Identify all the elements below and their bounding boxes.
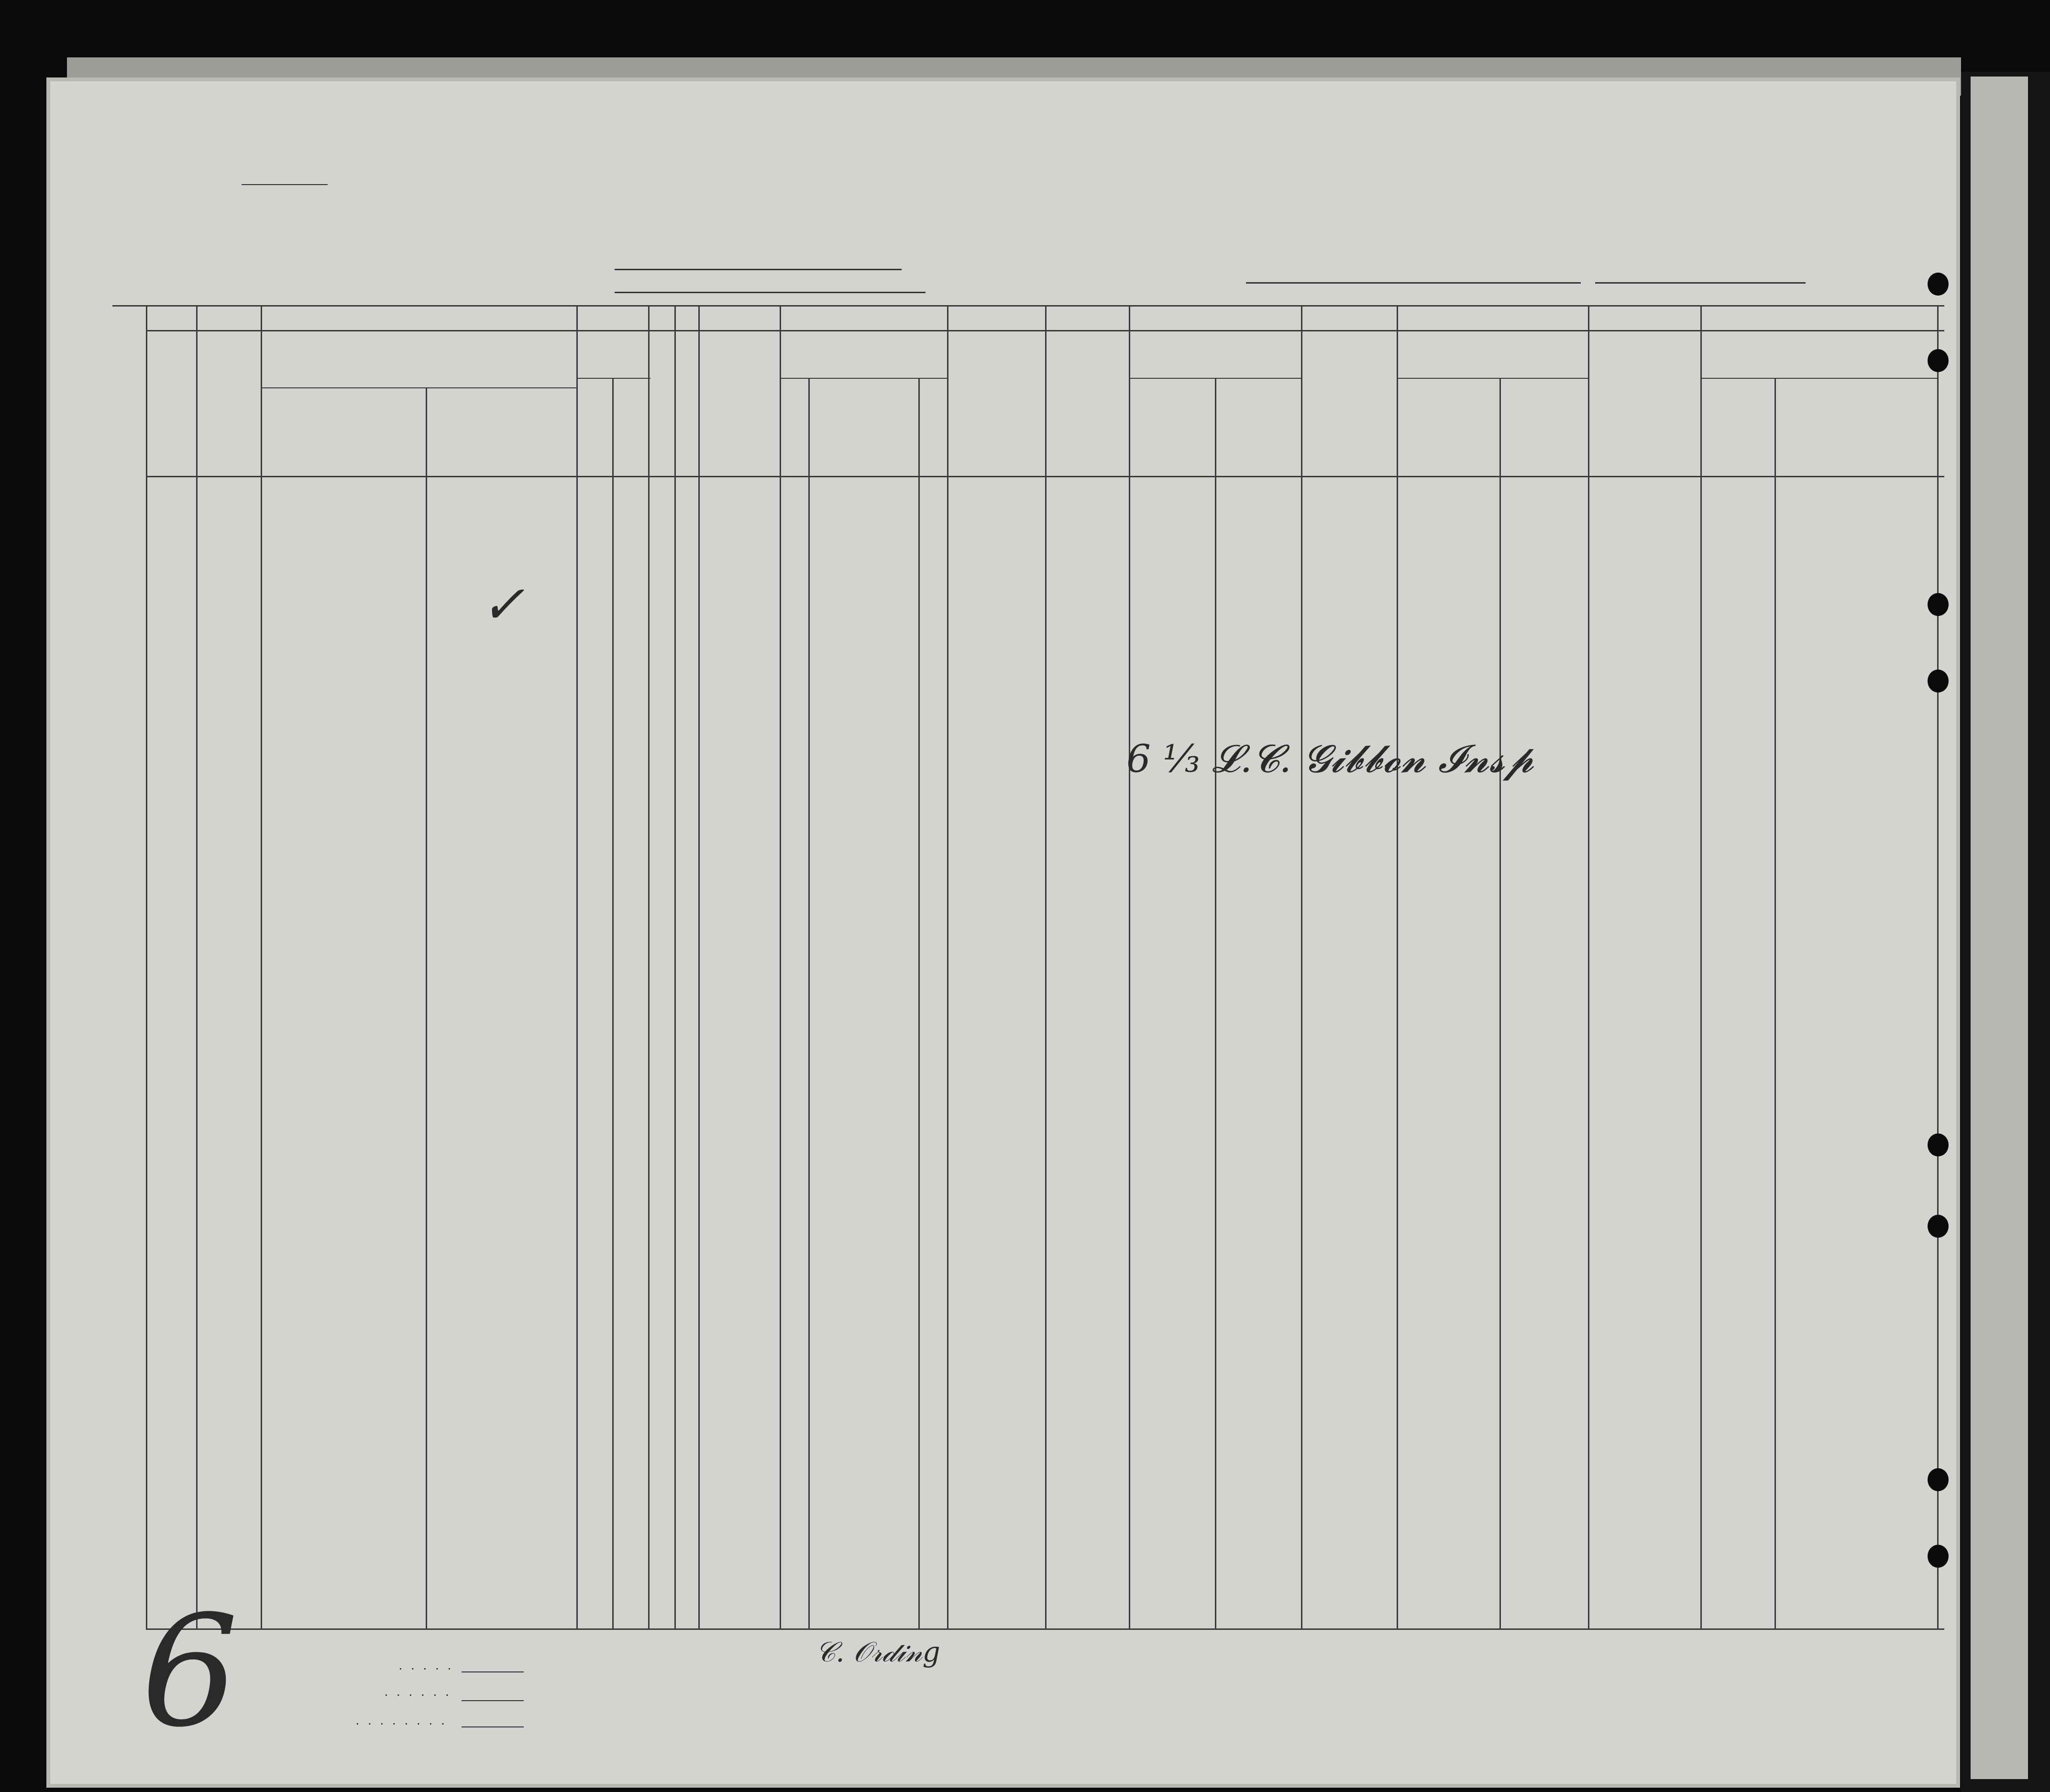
age-split-rule (576, 378, 650, 379)
col-line (648, 305, 650, 1628)
citizens-underline (462, 1700, 524, 1701)
col-line (612, 378, 614, 1628)
binder-hole (1928, 349, 1949, 372)
port-underline (1246, 282, 1581, 284)
birth-split-rule (1129, 378, 1301, 379)
col-line (261, 305, 262, 1628)
issued-split-rule (1397, 378, 1588, 379)
col-line (1937, 305, 1939, 1628)
col-line (146, 305, 147, 1628)
col-line (1301, 305, 1302, 1628)
col-line (576, 305, 578, 1628)
col-line (808, 378, 810, 1628)
official-signature: 6 ⅓ 𝓛.𝓒. 𝓖𝓲𝓫𝓫𝓸𝓷 𝓘𝓷𝓼𝓹 (1126, 737, 1534, 781)
list-underline (242, 184, 328, 185)
col-line (1397, 305, 1398, 1628)
large-handwritten-6: 6 (141, 1583, 239, 1761)
transit-underline (615, 269, 902, 270)
purser-signature: 𝒞. 𝒪𝓇𝒹𝒾𝓃𝑔 (816, 1636, 940, 1668)
binder-hole (1928, 1468, 1949, 1491)
col-line (1588, 305, 1589, 1628)
aliens-underline (462, 1726, 524, 1727)
dot-leader: . . . . . (399, 1662, 454, 1672)
binder-hole (1928, 273, 1949, 296)
col-line (1499, 378, 1501, 1628)
binder-hole (1928, 670, 1949, 693)
col-line (1700, 305, 1702, 1628)
col-line (918, 378, 920, 1628)
col-line (1774, 378, 1776, 1628)
date-underline (1595, 282, 1806, 284)
col-line (1129, 305, 1130, 1628)
col-line (196, 305, 198, 1628)
binder-hole (1928, 1133, 1949, 1156)
dot-leader: . . . . . . (385, 1688, 452, 1698)
binder-hole (1928, 1545, 1949, 1568)
ship-underline (615, 292, 926, 293)
col-line (698, 305, 700, 1628)
next-page-edge (1971, 77, 2028, 1779)
table-bottom-rule (146, 1628, 1944, 1630)
dot-leader: . . . . . . . . (356, 1717, 448, 1727)
manifest-sheet (50, 81, 1956, 1784)
col-line (947, 305, 948, 1628)
able-split-rule (780, 378, 947, 379)
col-line (426, 387, 427, 1628)
name-split-rule (261, 387, 576, 388)
residence-split-rule (1700, 378, 1937, 379)
col-line (1045, 305, 1047, 1628)
col-line (674, 305, 676, 1628)
binder-hole (1928, 1215, 1949, 1238)
binder-hole (1928, 593, 1949, 616)
col-line (1215, 378, 1216, 1628)
total-underline (462, 1671, 524, 1672)
checkmark: ✓ (481, 574, 525, 635)
table-top-rule (112, 305, 1944, 307)
col-line (780, 305, 781, 1628)
